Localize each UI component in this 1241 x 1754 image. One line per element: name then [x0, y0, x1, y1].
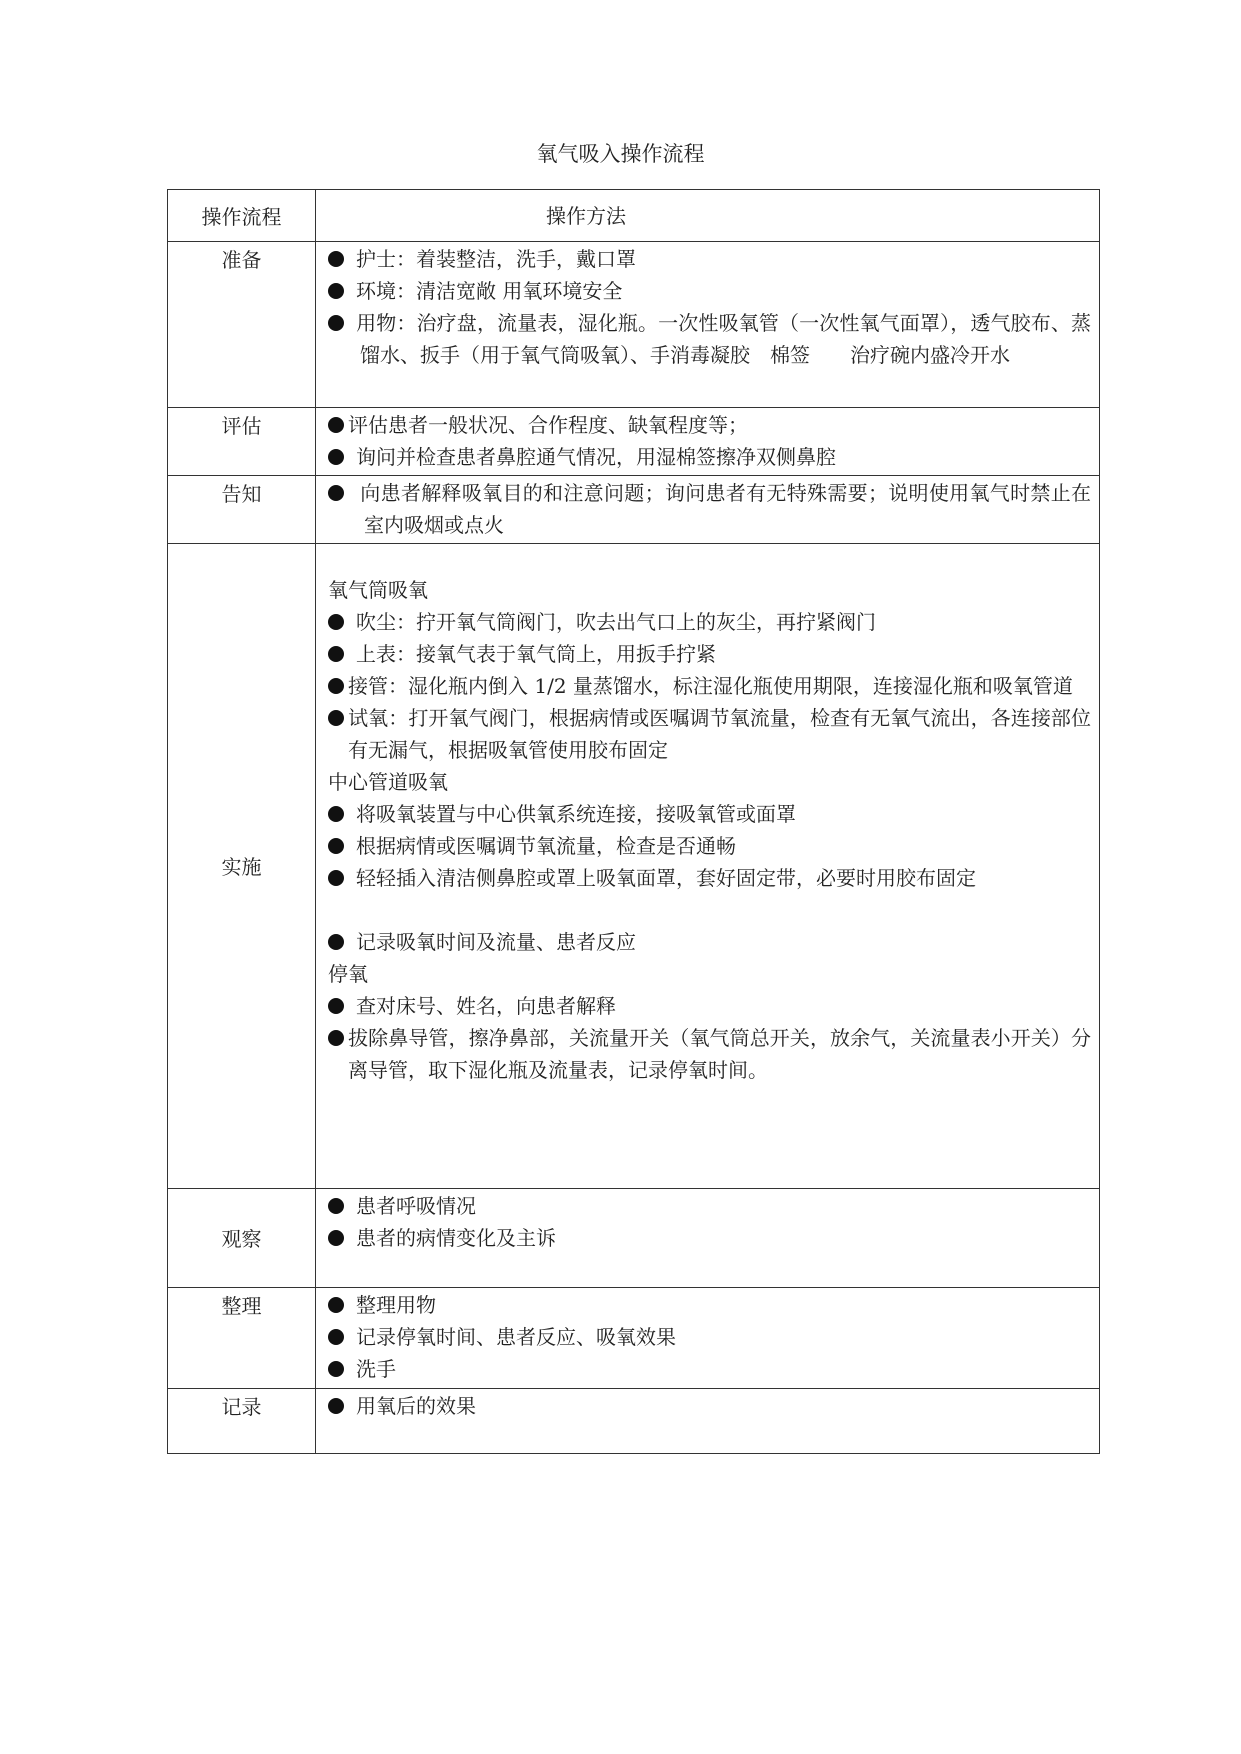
- bullet-icon: [328, 1030, 344, 1046]
- bullet-icon: [328, 1329, 344, 1345]
- table-row: [168, 544, 1100, 1189]
- table-row: [168, 1189, 1100, 1288]
- list-item: 将吸氧装置与中心供氧系统连接，接吸氧管或面罩: [328, 798, 1091, 830]
- bullet-icon: [328, 449, 344, 465]
- bullet-icon: [328, 315, 344, 331]
- bullet-icon: [328, 1361, 344, 1377]
- list-item: 环境：清洁宽敞 用氧环境安全: [328, 275, 1091, 307]
- step-prepare: 准备: [168, 242, 316, 408]
- list-item: 查对床号、姓名，向患者解释: [328, 990, 1091, 1022]
- list-item: 向患者解释吸氧目的和注意问题；询问患者有无特殊需要；说明使用氧气时禁止在室内吸烟或点火: [328, 477, 1091, 541]
- method-assess: [316, 408, 1100, 476]
- table-row: [168, 1288, 1100, 1389]
- list-item: 接管：湿化瓶内倒入 1/2 量蒸馏水，标注湿化瓶使用期限，连接湿化瓶和吸氧管道: [328, 670, 1091, 702]
- bullet-icon: [328, 870, 344, 886]
- method-record: [316, 1389, 1100, 1454]
- bullet-icon: [328, 283, 344, 299]
- bullet-icon: [328, 806, 344, 822]
- bullet-icon: [328, 934, 344, 950]
- bullet-icon: [328, 417, 344, 433]
- list-item: 患者的病情变化及主诉: [328, 1222, 1091, 1254]
- list-item: 护士：着装整洁，洗手，戴口罩: [328, 243, 1091, 275]
- header-method: 操作方法: [316, 190, 1100, 242]
- bullet-icon: [328, 1230, 344, 1246]
- section-title: 停氧: [328, 962, 368, 986]
- bullet-icon: [328, 614, 344, 630]
- list-item: 患者呼吸情况: [328, 1190, 1091, 1222]
- step-implement: 实施: [168, 544, 316, 1189]
- method-inform: [316, 476, 1100, 544]
- list-item: 评估患者一般状况、合作程度、缺氧程度等；: [328, 409, 1091, 441]
- table-row: [168, 476, 1100, 544]
- step-record: 记录: [168, 1389, 316, 1454]
- method-prepare: [316, 242, 1100, 408]
- bullet-icon: [328, 485, 344, 501]
- bullet-icon: [328, 646, 344, 662]
- bullet-icon: [328, 251, 344, 267]
- list-item: 用物：治疗盘，流量表，湿化瓶。一次性吸氧管（一次性氧气面罩），透气胶布、蒸馏水、扳手（用于氧气筒吸氧）、手消毒凝胶 棉签 治疗碗内盛冷开水: [328, 307, 1091, 371]
- section-title: 氧气筒吸氧: [328, 578, 428, 602]
- list-item: 记录停氧时间、患者反应、吸氧效果: [328, 1321, 1091, 1353]
- list-item: 吹尘：拧开氧气筒阀门，吹去出气口上的灰尘，再拧紧阀门: [328, 606, 1091, 638]
- list-item: 询问并检查患者鼻腔通气情况，用湿棉签擦净双侧鼻腔: [328, 441, 1091, 473]
- list-item: 试氧：打开氧气阀门，根据病情或医嘱调节氧流量，检查有无氧气流出，各连接部位有无漏气，根据吸氧管使用胶布固定: [328, 702, 1091, 766]
- method-observe: [316, 1189, 1100, 1288]
- method-tidy: [316, 1288, 1100, 1389]
- list-item: 用氧后的效果: [328, 1390, 1091, 1422]
- page-title: 氧气吸入操作流程: [536, 142, 705, 166]
- list-item: 根据病情或医嘱调节氧流量，检查是否通畅: [328, 830, 1091, 862]
- header-step: 操作流程: [168, 190, 316, 242]
- bullet-icon: [328, 1398, 344, 1414]
- step-inform: 告知: [168, 476, 316, 544]
- procedure-table: [167, 189, 1100, 1454]
- list-item: 轻轻插入清洁侧鼻腔或罩上吸氧面罩，套好固定带，必要时用胶布固定: [328, 862, 1091, 894]
- bullet-icon: [328, 838, 344, 854]
- table-header-row: [168, 190, 1100, 242]
- list-item: 洗手: [328, 1353, 1091, 1385]
- spacer: [328, 894, 1091, 926]
- table-row: [168, 1389, 1100, 1454]
- list-item: 记录吸氧时间及流量、患者反应: [328, 926, 1091, 958]
- list-item: 上表：接氧气表于氧气筒上，用扳手拧紧: [328, 638, 1091, 670]
- bullet-icon: [328, 678, 344, 694]
- table-row: [168, 408, 1100, 476]
- section-title: 中心管道吸氧: [328, 770, 448, 794]
- step-assess: 评估: [168, 408, 316, 476]
- bullet-icon: [328, 1198, 344, 1214]
- step-tidy: 整理: [168, 1288, 316, 1389]
- table-row: [168, 242, 1100, 408]
- method-implement: [316, 544, 1100, 1189]
- list-item: 整理用物: [328, 1289, 1091, 1321]
- step-observe: 观察: [168, 1189, 316, 1288]
- bullet-icon: [328, 998, 344, 1014]
- bullet-icon: [328, 710, 344, 726]
- bullet-icon: [328, 1297, 344, 1313]
- list-item: 拔除鼻导管，擦净鼻部，关流量开关（氧气筒总开关，放余气，关流量表小开关）分离导管，取下湿化瓶及流量表，记录停氧时间。: [328, 1022, 1091, 1086]
